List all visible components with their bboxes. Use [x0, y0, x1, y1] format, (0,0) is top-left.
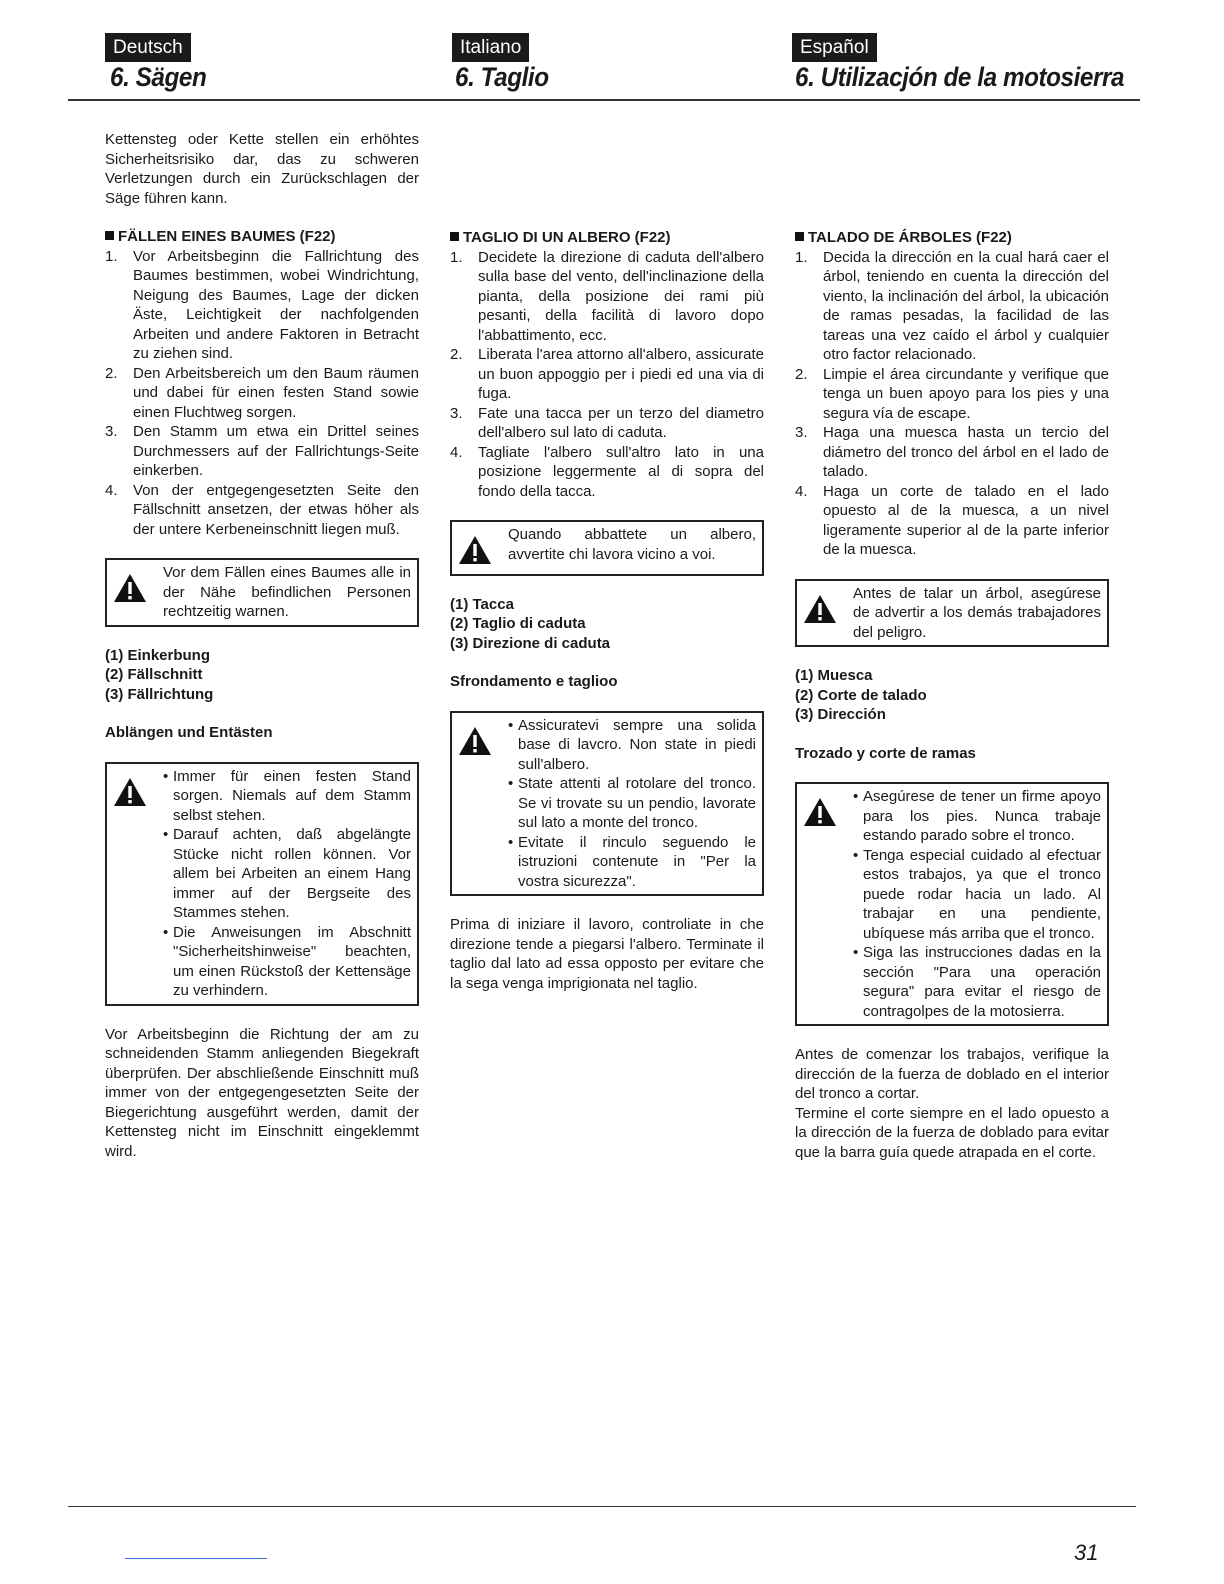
section-heading	[795, 744, 1109, 764]
figure-label: (1) Muesca	[795, 667, 873, 684]
warning-box	[795, 579, 1109, 648]
step-item	[795, 365, 1109, 424]
step-number: 2.	[450, 346, 463, 363]
warning-bullet	[508, 833, 756, 892]
warning-bullet	[853, 787, 1101, 846]
body-paragraph: Vor Arbeitsbeginn die Richtung der am zu schneidenden Stamm anliegenden Biegekraft überprüfen. Der abschließende Einschnitt muß immer von der entgegengesetzten Seite der Biegerichtung ausgeführt werden, damit der Kettensteg nicht im Einschnitt eingeklemmt wird.	[105, 1025, 419, 1160]
section-heading	[450, 672, 764, 692]
section-heading-text: TAGLIO DI UN ALBERO (F22)	[463, 229, 671, 246]
step-text: Fate una tacca per un terzo del diametro dell'albero sul lato di caduta.	[478, 404, 764, 441]
figure-label: (2) Taglio di caduta	[450, 615, 586, 632]
step-item	[795, 423, 1109, 482]
step-number: 1.	[450, 248, 463, 266]
bullet-icon: •	[163, 767, 169, 785]
step-text: Von der entgegengesetzten Seite den Fällschnitt ansetzen, der etwas höher als der untere Kerbeneinschnitt liegen muß.	[133, 481, 419, 538]
warning-triangle-icon	[458, 716, 508, 892]
body-paragraph: Kettensteg oder Kette stellen ein erhöhtes Sicherheitsrisiko dar, das zu schweren Verletzungen durch ein Zurückschlagen der Säge führen kann.	[105, 131, 419, 207]
step-number: 2.	[795, 365, 808, 383]
square-bullet-icon	[450, 232, 459, 241]
bullet-icon: •	[853, 788, 859, 805]
body-paragraph: Antes de comenzar los trabajos, verifique la dirección de la fuerza de doblado en el interior del tronco a cortar.	[795, 1046, 1109, 1102]
step-number: 4.	[795, 482, 808, 500]
square-bullet-icon	[795, 232, 804, 241]
step-text: Decidete la direzione di caduta dell'albero sulla base del vento, dell'inclinazione della pianta, della posizione dei rami più pesanti, della facilità di lavoro dopo l'abbattimento, ecc.	[478, 248, 764, 344]
step-item	[105, 247, 419, 364]
section-title-espanol: 6. Utilizacjón de la motosierra	[795, 62, 1125, 92]
section-heading-text: Ablängen und Entästen	[105, 724, 273, 741]
column-italiano	[450, 228, 764, 993]
step-text: Den Arbeitsbereich um den Baum räumen und dabei für einen festen Stand sowie einen Fluchtweg sorgen.	[133, 364, 419, 421]
warning-box	[450, 520, 764, 576]
square-bullet-icon	[105, 231, 114, 240]
spacer	[450, 653, 764, 672]
warning-content	[163, 563, 411, 622]
spacer	[105, 704, 419, 723]
step-number: 3.	[795, 424, 808, 441]
warning-bullet	[508, 774, 756, 833]
step-item	[450, 345, 764, 404]
section-heading-text: FÄLLEN EINES BAUMES (F22)	[118, 228, 336, 245]
warning-bullet	[853, 846, 1101, 944]
step-text: Haga una muesca hasta un tercio del diámetro del tronco del árbol en el lado de talado.	[823, 424, 1109, 480]
section-heading-text: Sfrondamento e taglioo	[450, 673, 618, 690]
warning-text: Antes de talar un árbol, asegúrese de advertir a los demás trabajadores del peligro.	[853, 584, 1101, 641]
step-text: Liberata l'area attorno all'albero, assicurate un buon appoggio per i piedi ed una via di fuga.	[478, 346, 764, 402]
warning-triangle-icon	[803, 584, 853, 643]
step-number: 4.	[105, 481, 118, 499]
step-number: 4.	[450, 443, 463, 461]
warning-bullet	[163, 825, 411, 923]
warning-bullet-text: Evitate il rinculo seguendo le istruzioni contenute in "Per la vostra sicurezza".	[518, 833, 756, 890]
warning-box	[105, 558, 419, 627]
body-paragraph: Prima di iniziare il lavoro, controliate in che direzione tende a piegarsi l'albero. Terminate il taglio dal lato ad essa opposto per evitare che la sega venga imprigionata nel taglio.	[450, 916, 764, 992]
step-text: Decida la dirección en la cual hará caer el árbol, teniendo en cuenta la dirección del viento, la inclinación del árbol, la ubicación de ramas pesadas, la facilidad de las tareas una vez caído el árbol y cualquier otro factor relacionado.	[823, 248, 1109, 363]
numbered-steps	[795, 248, 1109, 560]
step-text: Haga un corte de talado en el lado opuesto al de la muesca, a un nivel ligeramente superior al de la parte inferior de la muesca.	[823, 482, 1109, 558]
warning-bullet-text: Asegúrese de tener un firme apoyo para los pies. Nunca trabaje estando parado sobre el tronco.	[863, 788, 1101, 844]
warning-bullets	[853, 787, 1101, 1021]
warning-triangle-icon	[113, 767, 163, 1001]
column-espanol	[795, 228, 1109, 1162]
header-divider	[68, 99, 1140, 101]
spacer	[105, 627, 419, 646]
language-badge-italiano: Italiano	[452, 33, 529, 62]
step-item	[105, 364, 419, 423]
warning-bullet-text: State attenti al rotolare del tronco. Se vi trovate su un pendio, lavorate sul lato a monte del tronco.	[518, 775, 756, 831]
warning-bullet-text: Tenga especial cuidado al efectuar estos trabajos, ya que el tronco puede rodar hacia un lado. Al trabajar en una pendiente, ubíquese más arriba que el tronco.	[863, 846, 1101, 942]
spacer	[795, 560, 1109, 579]
step-text: Tagliate l'albero sull'altro lato in una posizione leggermente al di sopra del fondo della tacca.	[478, 443, 764, 500]
warning-bullet-text: Darauf achten, daß abgelängte Stücke nicht rollen können. Vor allem bei Arbeiten an einem Hang immer auf der Bergseite des Stammes stehen.	[173, 826, 411, 921]
step-number: 2.	[105, 364, 118, 382]
warning-content	[163, 767, 411, 1001]
step-text: Den Stamm um etwa ein Drittel seines Durchmessers auf der Fallrichtungs-Seite einkerben.	[133, 423, 419, 479]
warning-triangle-icon	[803, 787, 853, 1021]
warning-bullet	[853, 943, 1101, 1021]
spacer	[450, 501, 764, 520]
spacer	[795, 1026, 1109, 1045]
section-heading	[795, 228, 1109, 248]
figure-label: (3) Direzione di caduta	[450, 634, 611, 652]
figure-label: (2) Corte de talado	[795, 686, 927, 704]
step-item	[795, 248, 1109, 365]
footer-divider	[68, 1506, 1136, 1507]
step-number: 1.	[105, 247, 118, 265]
step-item	[450, 443, 764, 502]
warning-bullet	[163, 767, 411, 826]
warning-triangle-icon	[458, 525, 508, 571]
spacer	[105, 1006, 419, 1025]
warning-bullet-text: Assicuratevi sempre una solida base di lavcro. Non state in piedi sull'albero.	[518, 716, 756, 773]
step-item	[450, 404, 764, 443]
language-badge-deutsch: Deutsch	[105, 33, 191, 62]
figure-label: (3) Dirección	[795, 706, 886, 723]
warning-content	[853, 787, 1101, 1021]
spacer	[105, 539, 419, 558]
spacer	[450, 576, 764, 595]
step-text: Vor Arbeitsbeginn die Fallrichtung des Baumes bestimmen, wobei Windrichtung, Neigung des Baumes, Lage der dicken Äste, Leichtigkeit der nachfolgenden Arbeiten und andere Faktoren in Betracht zu ziehen sind.	[133, 247, 419, 362]
figure-label: (3) Fällrichtung	[105, 685, 214, 703]
spacer	[450, 896, 764, 915]
warning-bullet	[163, 923, 411, 1001]
language-badge-espanol: Español	[792, 33, 877, 62]
step-number: 1.	[795, 248, 808, 266]
section-title-italiano: 6. Taglio	[455, 62, 549, 92]
spacer	[450, 692, 764, 711]
bullet-icon: •	[163, 826, 169, 843]
warning-triangle-icon	[113, 563, 163, 622]
section-heading-text: Trozado y corte de ramas	[795, 744, 976, 762]
warning-bullet-text: Immer für einen festen Stand sorgen. Niemals auf dem Stamm selbst stehen.	[173, 767, 411, 824]
warning-box	[795, 782, 1109, 1026]
bullet-icon: •	[508, 716, 514, 734]
warning-bullet	[508, 716, 756, 775]
figure-label: (1) Tacca	[450, 595, 514, 613]
warning-box	[105, 762, 419, 1006]
warning-text: Quando abbattete un albero, avvertite chi lavora vicino a voi.	[508, 526, 756, 563]
numbered-steps	[105, 247, 419, 540]
figure-label: (2) Fällschnitt	[105, 666, 203, 683]
bullet-icon: •	[853, 944, 859, 961]
step-item	[105, 422, 419, 481]
warning-bullet-text: Siga las instrucciones dadas en la sección "Para una operación segura" para evitar el riesgo de contragolpes de la motosierra.	[863, 944, 1101, 1020]
warning-bullets	[508, 716, 756, 892]
step-item	[450, 248, 764, 346]
spacer	[105, 743, 419, 762]
warning-content	[508, 525, 756, 571]
spacer	[105, 208, 419, 227]
step-number: 3.	[450, 404, 463, 422]
section-heading	[450, 228, 764, 248]
page-number: 31	[1074, 1540, 1099, 1565]
bullet-icon: •	[163, 923, 169, 941]
warning-content	[508, 716, 756, 892]
section-heading	[105, 723, 419, 743]
bullet-icon: •	[853, 846, 859, 864]
bullet-icon: •	[508, 775, 514, 792]
spacer	[795, 763, 1109, 782]
figure-label: (1) Einkerbung	[105, 646, 211, 664]
spacer	[795, 647, 1109, 666]
body-paragraph: Termine el corte siempre en el lado opuesto a la dirección de la fuerza de doblado para evitar que la barra guía quede atrapada en el corte.	[795, 1104, 1109, 1161]
numbered-steps	[450, 248, 764, 502]
bullet-icon: •	[508, 833, 514, 851]
warning-content	[853, 584, 1101, 643]
step-text: Limpie el área circundante y verifique que tenga un buen apoyo para los pies y una segura vía de escape.	[823, 365, 1109, 422]
warning-box	[450, 711, 764, 897]
column-deutsch	[105, 130, 419, 1161]
spacer	[795, 725, 1109, 744]
footer-link-line	[125, 1558, 267, 1559]
warning-bullet-text: Die Anweisungen im Abschnitt "Sicherheitshinweise" beachten, um einen Rückstoß der Kettensäge zu verhindern.	[173, 923, 411, 999]
step-number: 3.	[105, 423, 118, 440]
step-item	[105, 481, 419, 540]
warning-text: Vor dem Fällen eines Baumes alle in der Nähe befindlichen Personen rechtzeitig warnen.	[163, 564, 411, 620]
section-heading-text: TALADO DE ÁRBOLES (F22)	[808, 229, 1012, 246]
section-title-deutsch: 6. Sägen	[110, 62, 207, 92]
warning-bullets	[163, 767, 411, 1001]
step-item	[795, 482, 1109, 560]
section-heading	[105, 227, 419, 247]
